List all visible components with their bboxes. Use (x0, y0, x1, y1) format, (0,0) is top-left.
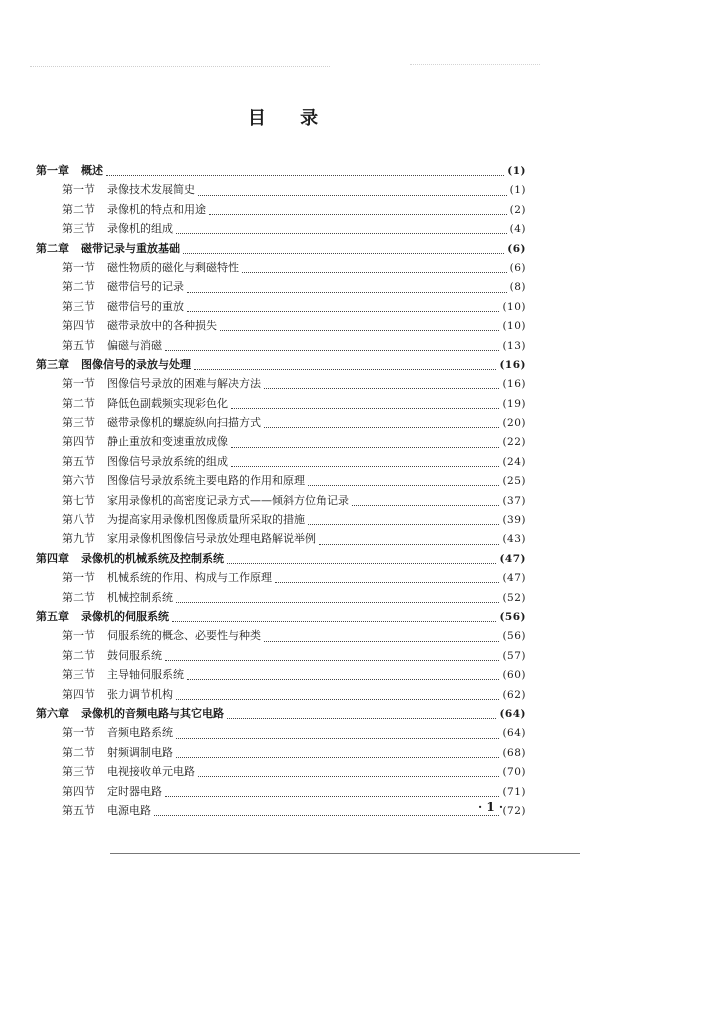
toc-entry-title: 机械控制系统 (107, 590, 173, 604)
toc-section-row (36, 395, 526, 414)
dot-leader (154, 807, 499, 816)
toc-section-row (36, 647, 526, 666)
toc-section-row (36, 530, 526, 549)
toc-entry-label: 第一节 (62, 571, 95, 585)
toc-entry-page: (60) (502, 669, 526, 682)
dot-leader (308, 477, 499, 486)
toc-section-row (36, 627, 526, 646)
toc-entry-label: 第一节 (62, 629, 95, 643)
toc-entry-page: (24) (502, 455, 526, 468)
dot-leader (176, 225, 507, 234)
toc-section-row (36, 298, 526, 317)
toc-entry-page: (8) (509, 281, 526, 294)
toc-chapter-row (36, 705, 526, 724)
toc-entry-label: 第三节 (62, 765, 95, 779)
toc-entry-page: (64) (499, 707, 526, 720)
toc-entry-page: (52) (502, 591, 526, 604)
toc-entry-label: 第三节 (62, 668, 95, 682)
toc-entry-page: (47) (499, 552, 526, 565)
dot-leader (176, 594, 499, 603)
toc-entry-label: 第四节 (62, 319, 95, 333)
toc-entry-page: (43) (502, 533, 526, 546)
toc-section-row (36, 414, 526, 433)
toc-entry-title: 张力调节机构 (107, 687, 173, 701)
toc-entry-label: 第二章 (36, 241, 69, 255)
toc-entry-label: 第三节 (62, 416, 95, 430)
toc-section-row (36, 802, 526, 821)
toc-entry-title: 录像技术发展简史 (107, 183, 195, 197)
toc-entry-title: 电视接收单元电路 (107, 765, 195, 779)
toc-entry-page: (20) (502, 417, 526, 430)
dot-leader (352, 497, 499, 506)
toc-section-row (36, 724, 526, 743)
toc-entry-label: 第二节 (62, 648, 95, 662)
toc-entry-title: 家用录像机图像信号录放处理电路解说举例 (107, 532, 316, 546)
toc-section-row (36, 453, 526, 472)
toc-section-row (36, 317, 526, 336)
toc-entry-label: 第四节 (62, 687, 95, 701)
toc-section-row (36, 492, 526, 511)
toc-entry-label: 第一节 (62, 377, 95, 391)
toc-section-row (36, 783, 526, 802)
toc-section-row (36, 337, 526, 356)
toc-entry-label: 第四节 (62, 435, 95, 449)
toc-entry-title: 射频调制电路 (107, 745, 173, 759)
toc-entry-page: (6) (509, 261, 526, 274)
toc-entry-page: (2) (509, 203, 526, 216)
toc-entry-title: 磁带信号的重放 (107, 299, 184, 313)
toc-entry-page: (1) (509, 184, 526, 197)
dot-leader (176, 691, 499, 700)
toc-chapter-row (36, 550, 526, 569)
toc-entry-label: 第四章 (36, 551, 69, 565)
toc-entry-label: 第三节 (62, 299, 95, 313)
toc-entry-page: (56) (502, 630, 526, 643)
toc-entry-label: 第二节 (62, 202, 95, 216)
toc-entry-label: 第六章 (36, 706, 69, 720)
toc-entry-page: (10) (502, 320, 526, 333)
dot-leader (198, 187, 507, 196)
toc-entry-title: 降低色副载频实现彩色化 (107, 396, 228, 410)
dot-leader (209, 206, 507, 215)
toc-entry-page: (10) (502, 300, 526, 313)
toc-entry-title: 偏磁与消磁 (107, 338, 162, 352)
toc-chapter-row (36, 356, 526, 375)
toc-entry-label: 第五节 (62, 338, 95, 352)
toc-entry-label: 第二节 (62, 590, 95, 604)
toc-section-row (36, 686, 526, 705)
dot-leader (264, 380, 499, 389)
toc-section-row (36, 181, 526, 200)
toc-section-row (36, 201, 526, 220)
toc-entry-title: 定时器电路 (107, 784, 162, 798)
dot-leader (176, 730, 499, 739)
toc-entry-page: (39) (502, 514, 526, 527)
dot-leader (165, 342, 499, 351)
dot-leader (165, 652, 499, 661)
toc-entry-page: (16) (499, 358, 526, 371)
toc-entry-title: 图像信号录放系统的组成 (107, 454, 228, 468)
dot-leader (176, 749, 499, 758)
dot-leader (319, 536, 499, 545)
toc-entry-label: 第二节 (62, 745, 95, 759)
toc-entry-page: (64) (502, 727, 526, 740)
dot-leader (187, 284, 507, 293)
toc-entry-page: (6) (507, 242, 526, 255)
table-of-contents (36, 162, 526, 821)
dot-leader (187, 303, 499, 312)
dot-leader (227, 555, 496, 564)
toc-entry-title: 主导轴伺服系统 (107, 668, 184, 682)
toc-entry-title: 图像信号录放系统主要电路的作用和原理 (107, 474, 305, 488)
toc-entry-page: (16) (502, 378, 526, 391)
toc-entry-label: 第九节 (62, 532, 95, 546)
toc-entry-page: (1) (507, 165, 526, 177)
dot-leader (227, 710, 496, 719)
dot-leader (165, 788, 499, 797)
toc-section-row (36, 375, 526, 394)
dot-leader (194, 361, 496, 370)
toc-entry-title: 录像机的音频电路与其它电路 (81, 706, 224, 720)
toc-entry-label: 第一章 (36, 164, 69, 177)
bottom-rule (110, 853, 580, 854)
toc-section-row (36, 433, 526, 452)
toc-entry-label: 第五节 (62, 454, 95, 468)
toc-entry-label: 第七节 (62, 493, 95, 507)
dot-leader (220, 322, 499, 331)
toc-entry-label: 第六节 (62, 474, 95, 488)
toc-section-row (36, 666, 526, 685)
dot-leader (106, 167, 504, 176)
dot-leader (275, 574, 499, 583)
toc-entry-page: (62) (502, 688, 526, 701)
toc-entry-title: 为提高家用录像机图像质量所采取的措施 (107, 513, 305, 527)
toc-entry-title: 电源电路 (107, 803, 151, 817)
toc-entry-title: 鼓伺服系统 (107, 648, 162, 662)
scan-smudge (410, 64, 540, 73)
toc-entry-page: (71) (502, 785, 526, 798)
toc-entry-title: 磁带记录与重放基础 (81, 241, 180, 255)
dot-leader (187, 671, 499, 680)
toc-entry-page: (13) (502, 339, 526, 352)
toc-section-row (36, 220, 526, 239)
dot-leader (231, 400, 499, 409)
toc-entry-label: 第五节 (62, 803, 95, 817)
dot-leader (198, 768, 499, 777)
toc-entry-page: (68) (502, 746, 526, 759)
toc-entry-label: 第五章 (36, 609, 69, 623)
toc-entry-page: (47) (502, 572, 526, 585)
dot-leader (264, 419, 499, 428)
toc-entry-label: 第一节 (62, 260, 95, 274)
toc-entry-label: 第四节 (62, 784, 95, 798)
toc-entry-title: 图像信号的录放与处理 (81, 357, 191, 371)
dot-leader (308, 516, 499, 525)
dot-leader (231, 439, 499, 448)
toc-entry-title: 磁带录放中的各种损失 (107, 319, 217, 333)
toc-entry-label: 第一节 (62, 726, 95, 740)
toc-entry-label: 第八节 (62, 513, 95, 527)
toc-section-row (36, 744, 526, 763)
toc-section-row (36, 589, 526, 608)
toc-entry-title: 磁性物质的磁化与剩磁特性 (107, 260, 239, 274)
dot-leader (183, 245, 504, 254)
toc-entry-label: 第二节 (62, 280, 95, 294)
footer-page-number: · 1 · (478, 800, 504, 814)
toc-entry-page: (4) (509, 223, 526, 236)
toc-entry-page: (70) (502, 766, 526, 779)
toc-entry-page: (72) (502, 804, 526, 817)
toc-entry-title: 录像机的伺服系统 (81, 609, 169, 623)
toc-entry-title: 磁带录像机的螺旋纵向扫描方式 (107, 416, 261, 430)
dot-leader (264, 633, 499, 642)
toc-entry-label: 第一节 (62, 183, 95, 197)
toc-entry-page: (22) (502, 436, 526, 449)
toc-entry-page: (57) (502, 649, 526, 662)
toc-entry-title: 音频电路系统 (107, 726, 173, 740)
toc-section-row (36, 259, 526, 278)
toc-entry-page: (56) (499, 610, 526, 623)
toc-section-row (36, 511, 526, 530)
toc-entry-title: 机械系统的作用、构成与工作原理 (107, 571, 272, 585)
dot-leader (172, 613, 496, 622)
toc-section-row (36, 278, 526, 297)
toc-entry-title: 录像机的机械系统及控制系统 (81, 551, 224, 565)
toc-entry-title: 磁带信号的记录 (107, 280, 184, 294)
dot-leader (231, 458, 499, 467)
toc-section-row (36, 763, 526, 782)
toc-entry-title: 录像机的组成 (107, 222, 173, 236)
toc-entry-page: (37) (502, 494, 526, 507)
toc-section-row (36, 569, 526, 588)
toc-entry-page: (25) (502, 475, 526, 488)
toc-chapter-row (36, 162, 526, 181)
toc-chapter-row (36, 240, 526, 259)
dot-leader (242, 264, 507, 273)
scan-smudge (30, 66, 330, 75)
toc-entry-title: 静止重放和变速重放成像 (107, 435, 228, 449)
toc-entry-title: 录像机的特点和用途 (107, 202, 206, 216)
toc-entry-title: 图像信号录放的困难与解决方法 (107, 377, 261, 391)
toc-entry-label: 第三节 (62, 222, 95, 236)
toc-chapter-row (36, 608, 526, 627)
toc-section-row (36, 472, 526, 491)
toc-entry-title: 概述 (81, 164, 103, 177)
toc-entry-page: (19) (502, 397, 526, 410)
page-title: 目 录 (247, 108, 333, 129)
toc-entry-label: 第二节 (62, 396, 95, 410)
toc-entry-label: 第三章 (36, 357, 69, 371)
toc-entry-title: 伺服系统的概念、必要性与种类 (107, 629, 261, 643)
toc-entry-title: 家用录像机的高密度记录方式——倾斜方位角记录 (107, 493, 349, 507)
